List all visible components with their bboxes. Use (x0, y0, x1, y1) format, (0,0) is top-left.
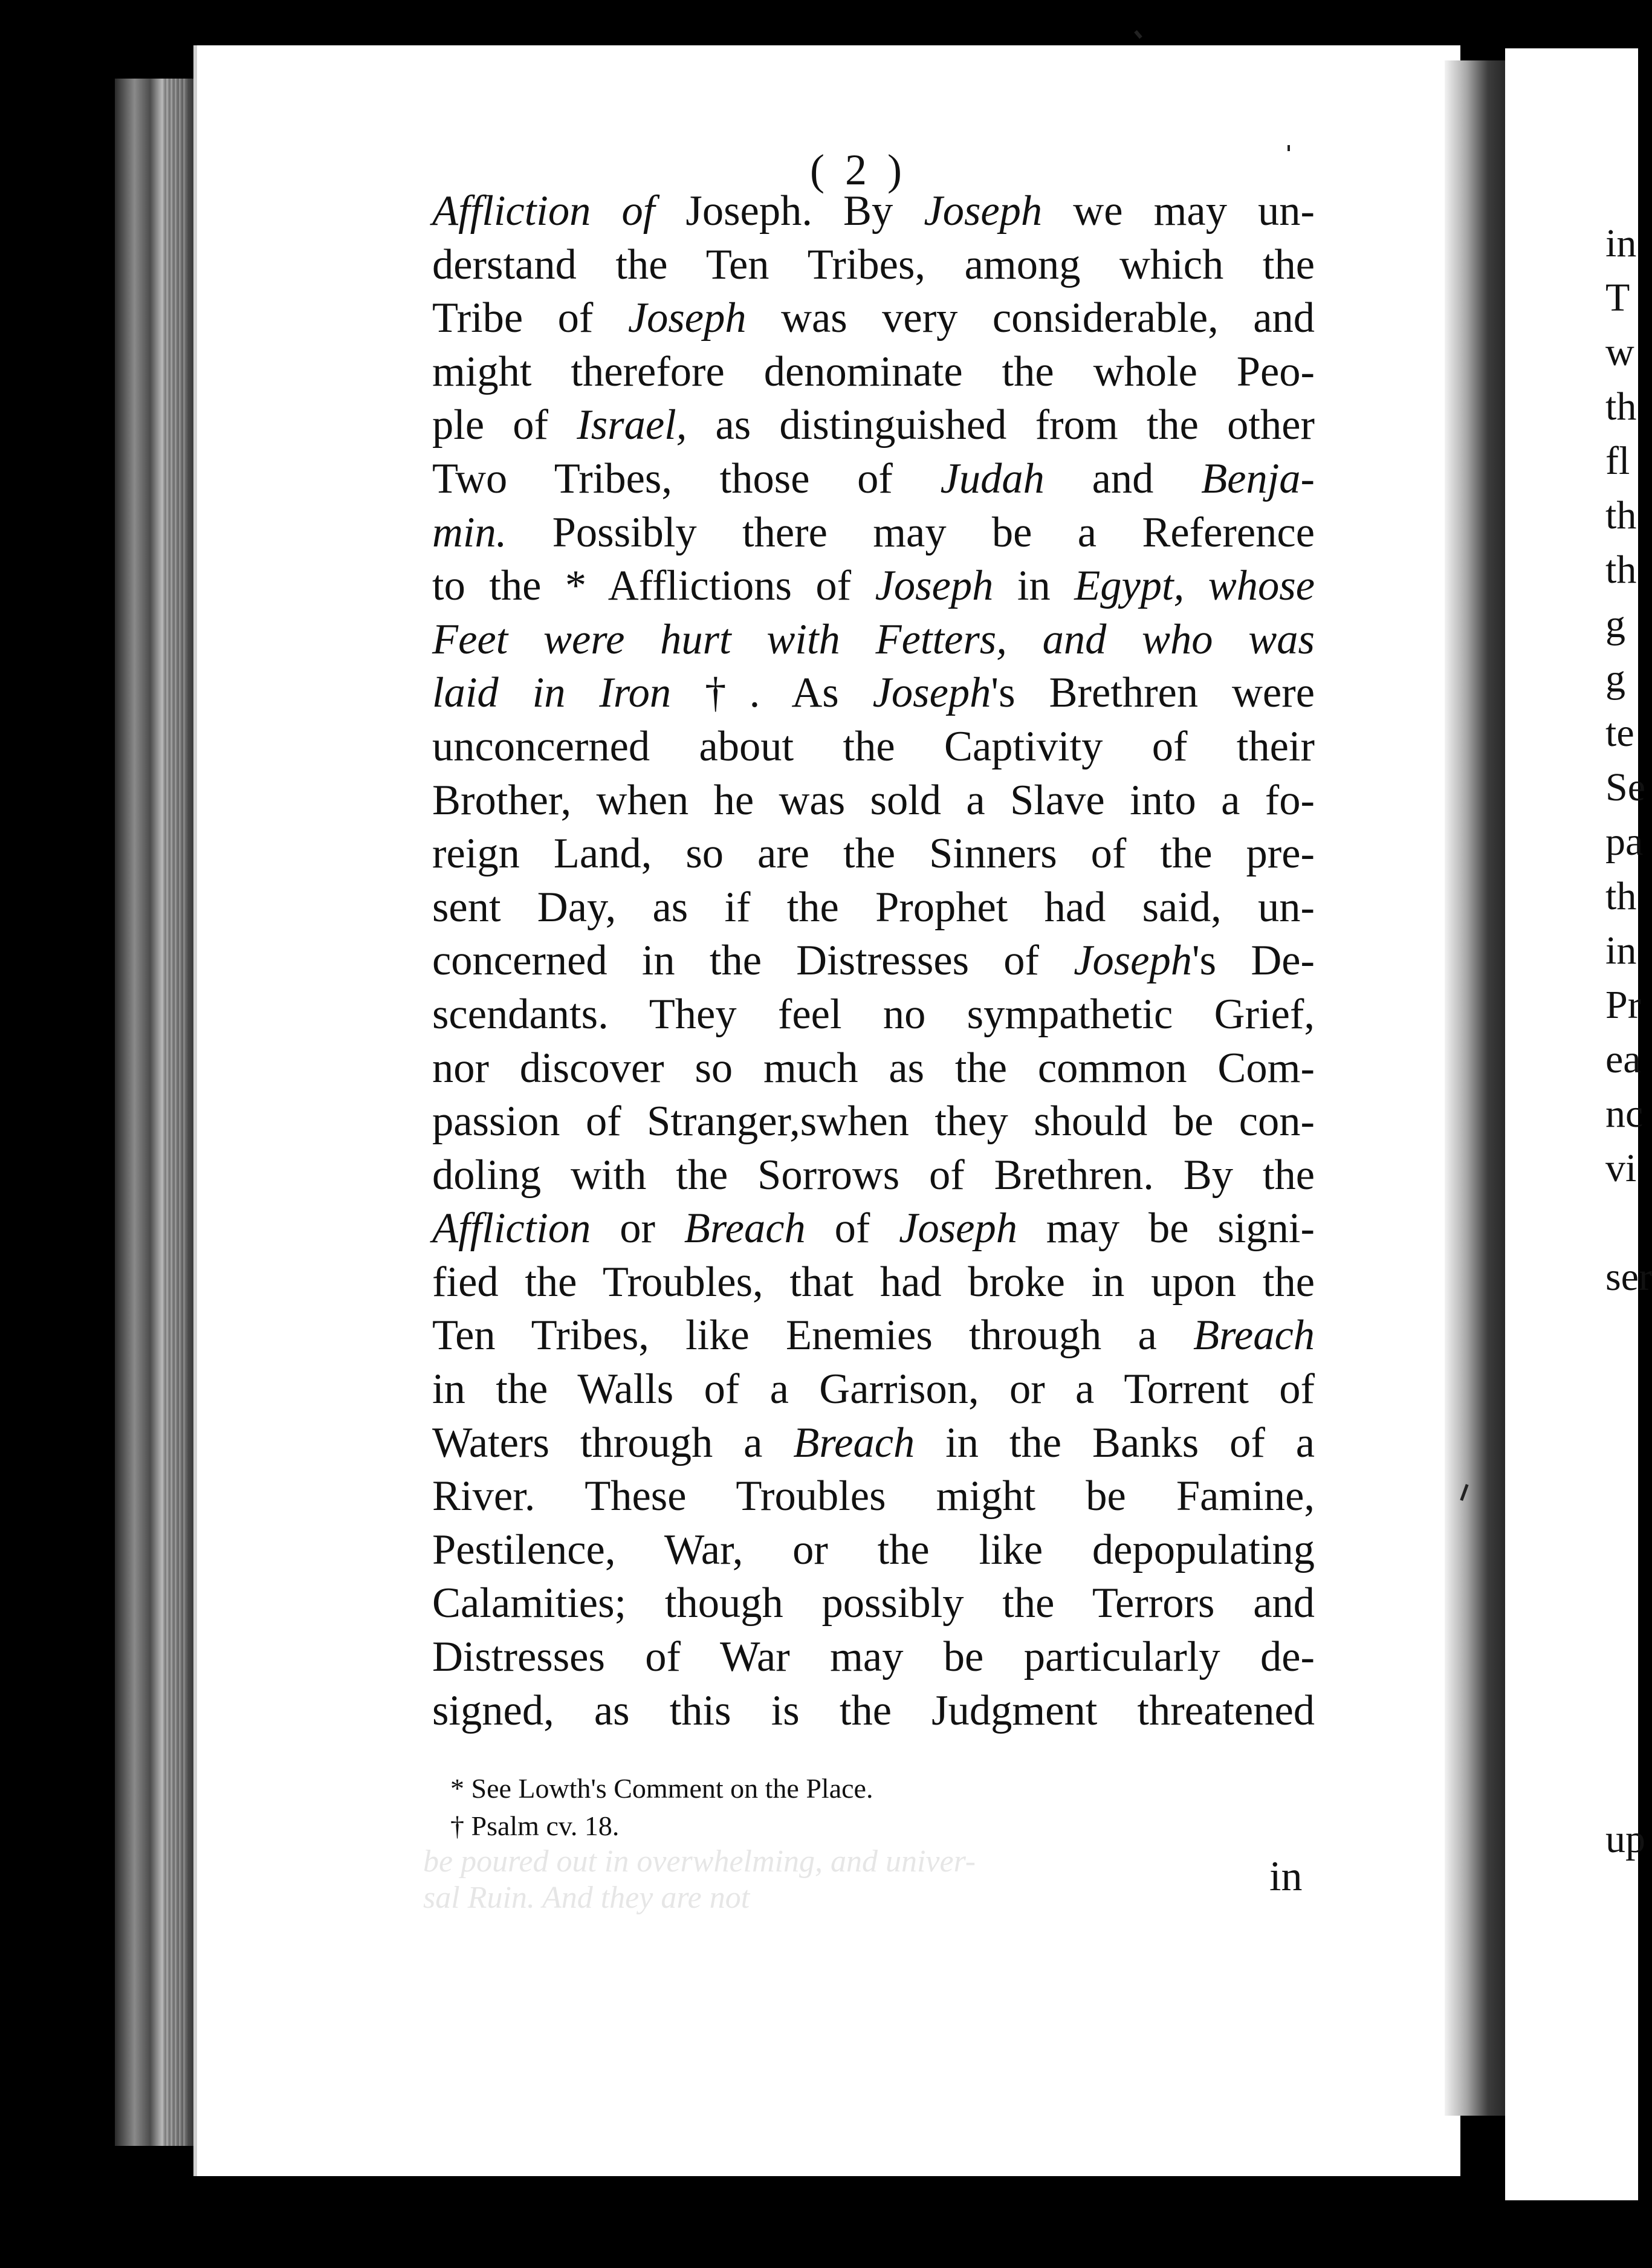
text-line (432, 238, 1315, 292)
facing-page-fragment: te (1605, 711, 1634, 755)
italic-run: Joseph (627, 294, 747, 342)
text-run: in the Walls of a Garrison, or a Torrent of (432, 1366, 1315, 1413)
catchword: in (1269, 1853, 1303, 1900)
text-run: Two Tribes, those of (432, 455, 941, 502)
text-run: may be signi- (1017, 1205, 1315, 1252)
text-run: sent Day, as if the Prophet had said, un- (432, 883, 1315, 931)
text-line (432, 291, 1315, 345)
text-line (432, 506, 1315, 560)
text-run: we may un- (1042, 187, 1315, 235)
text-line (432, 720, 1315, 774)
text-line (432, 1362, 1315, 1416)
text-run: Possibly there may be a Reference (507, 508, 1315, 556)
facing-page-fragment: pa (1605, 820, 1644, 864)
text-run: fied the Troubles, that had broke in upon the (432, 1258, 1315, 1306)
text-line (432, 1469, 1315, 1523)
facing-page-fragment: Pr (1605, 983, 1641, 1027)
text-run: Distresses of War may be particularly de- (432, 1633, 1315, 1681)
facing-page-fragment: in (1605, 928, 1637, 973)
text-run: Calamities; though possibly the Terrors and (432, 1580, 1315, 1627)
facing-page-fragment: up (1605, 1817, 1645, 1861)
text-line (432, 613, 1315, 667)
text-run: Waters through a (432, 1419, 794, 1466)
page-edge-stack (115, 79, 193, 2146)
text-run: Joseph. By (655, 187, 924, 235)
text-run: Ten Tribes, like Enemies through a (432, 1312, 1194, 1359)
text-run: scendants. They feel no sympathetic Grief, (432, 990, 1315, 1038)
text-line (432, 774, 1315, 828)
facing-page-fragment: w (1605, 330, 1634, 374)
page-number: ( 2 ) (810, 146, 907, 194)
text-line (432, 1523, 1315, 1577)
text-run: or (591, 1205, 684, 1252)
italic-run: Benja- (1201, 455, 1315, 502)
footnote-2: † Psalm cv. 18. (450, 1810, 620, 1841)
facing-page-fragment: T (1605, 276, 1630, 320)
text-line (432, 1630, 1315, 1684)
dust-speck (1134, 30, 1142, 39)
text-run: River. These Troubles might be Famine, (432, 1473, 1315, 1520)
body-text (432, 184, 1315, 1737)
show-through-text: sal Ruin. And they are not (423, 1881, 750, 1915)
text-run: passion of Stranger,swhen they should be con- (432, 1098, 1315, 1145)
italic-run: laid in Iron (432, 669, 672, 717)
italic-run: Breach (793, 1419, 915, 1466)
text-line (432, 881, 1315, 935)
text-run: as distinguished from the other (687, 401, 1315, 449)
text-run: signed, as this is the Judgment threatened (432, 1686, 1315, 1734)
italic-run: Egypt, whose (1074, 562, 1315, 610)
italic-run: Breach (684, 1205, 806, 1252)
italic-run: Judah (940, 455, 1045, 502)
facing-page-fragment: in (1605, 221, 1637, 265)
text-line (432, 827, 1315, 881)
text-run: of (805, 1205, 899, 1252)
italic-run: Affliction of (432, 187, 655, 235)
text-run: ple of (432, 401, 577, 449)
italic-run: Israel, (577, 401, 687, 449)
italic-run: Joseph (924, 187, 1043, 235)
text-run: unconcerned about the Captivity of their (432, 722, 1315, 770)
footnote-1: * See Lowth's Comment on the Place. (450, 1773, 873, 1804)
text-line (432, 345, 1315, 399)
text-run: nor discover so much as the common Com- (432, 1044, 1315, 1092)
text-run: was very considerable, and (746, 294, 1315, 342)
text-run: derstand the Ten Tribes, among which the (432, 241, 1315, 288)
text-run: 's De- (1191, 937, 1315, 985)
italic-run: Joseph (1074, 937, 1192, 985)
facing-page-fragment: Se (1605, 765, 1645, 809)
italic-run: Joseph (872, 669, 991, 717)
footnotes (450, 1770, 873, 1845)
text-line (432, 934, 1315, 988)
facing-page-fragment: nc (1605, 1092, 1644, 1136)
text-line (432, 1256, 1315, 1309)
facing-page-fragment: th (1605, 874, 1637, 918)
text-line (432, 452, 1315, 506)
text-run: concerned in the Distresses of (432, 937, 1074, 985)
italic-run: Joseph (899, 1205, 1017, 1252)
dust-speck (1288, 145, 1290, 151)
text-run: doling with the Sorrows of Brethren. By the (432, 1151, 1315, 1199)
text-line (432, 1416, 1315, 1470)
text-run: reign Land, so are the Sinners of the pre- (432, 830, 1315, 878)
facing-page-fragment: vi (1605, 1146, 1637, 1190)
facing-page-fragment: th (1605, 493, 1637, 537)
text-run: in (993, 562, 1075, 610)
text-run: might therefore denominate the whole Peo- (432, 348, 1315, 395)
facing-page-fragment: fl (1605, 439, 1630, 483)
text-run: Tribe of (432, 294, 628, 342)
facing-page-fragment: th (1605, 384, 1637, 429)
text-line (432, 398, 1315, 452)
text-run: and (1044, 455, 1202, 502)
facing-page-fragment: th (1605, 548, 1637, 592)
text-run: †. As (671, 669, 873, 717)
text-line (432, 559, 1315, 613)
text-line (432, 1042, 1315, 1095)
text-run: in the Banks of a (915, 1419, 1315, 1466)
text-run: Pestilence, War, or the like depopulating (432, 1526, 1315, 1573)
text-line (432, 184, 1315, 238)
italic-run: Breach (1193, 1312, 1315, 1359)
show-through-text: be poured out in overwhelming, and univer- (423, 1844, 976, 1879)
text-line (432, 666, 1315, 720)
italic-run: Feet were hurt with Fetters, and who was (432, 615, 1315, 663)
text-run: 's Brethren were (991, 669, 1315, 717)
text-line (432, 988, 1315, 1042)
text-line (432, 1095, 1315, 1149)
text-run: to the * Afflictions of (432, 562, 875, 610)
facing-page-fragment: g (1605, 656, 1625, 701)
facing-page (1505, 48, 1652, 2200)
italic-run: Affliction (432, 1205, 591, 1252)
text-line (432, 1202, 1315, 1256)
text-line (432, 1309, 1315, 1362)
text-line (432, 1684, 1315, 1738)
facing-page-fragment: ser (1605, 1255, 1652, 1299)
text-run: Brother, when he was sold a Slave into a fo- (432, 776, 1315, 824)
text-line (432, 1149, 1315, 1202)
text-line (432, 1576, 1315, 1630)
facing-page-fragment: ea (1605, 1037, 1641, 1081)
italic-run: Joseph (875, 562, 994, 610)
facing-page-fragment: g (1605, 602, 1625, 646)
italic-run: min. (432, 508, 507, 556)
